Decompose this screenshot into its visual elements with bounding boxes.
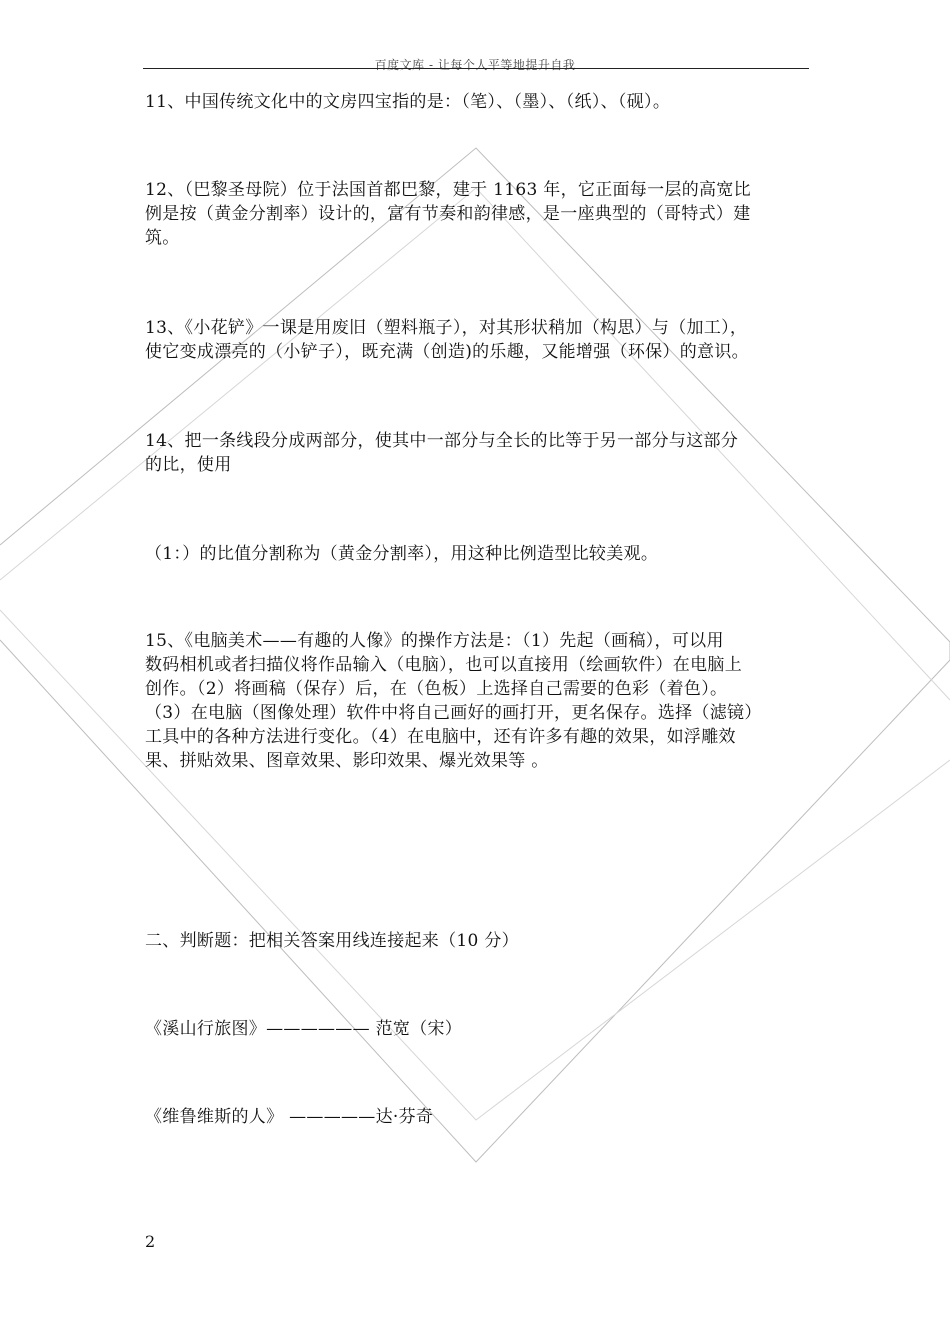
question-14-line: 14、把一条线段分成两部分，使其中一部分与全长的比等于另一部分与这部分 <box>145 431 739 451</box>
page-number: 2 <box>145 1232 156 1251</box>
question-14-continuation <box>145 542 815 566</box>
question-14 <box>145 429 815 477</box>
match-item-1: 《溪山行旅图》—————— 范宽（宋） <box>145 1019 463 1039</box>
question-13-line: 13、《小花铲》一课是用废旧（塑料瓶子），对其形状稍加（构思）与（加工）， <box>145 318 748 338</box>
question-15-line: 果、拼贴效果、图章效果、影印效果、爆光效果等 。 <box>145 751 549 771</box>
section-2-heading: 二、判断题：把相关答案用线连接起来（10 分） <box>145 931 519 951</box>
match-item-2: 《维鲁维斯的人》 —————达·芬奇 <box>145 1107 434 1127</box>
question-15-line: （3）在电脑（图像处理）软件中将自己画好的画打开，更名保存。选择（滤镜） <box>145 703 762 723</box>
question-13-line: 使它变成漂亮的（小铲子），既充满（创造)的乐趣，又能增强（环保）的意识。 <box>145 342 749 362</box>
question-15-line: 15、《电脑美术——有趣的人像》的操作方法是：（1）先起（画稿），可以用 <box>145 631 724 651</box>
header-title: 百度文库 - 让每个人平等地提升自我 <box>374 58 576 72</box>
question-15-line: 工具中的各种方法进行变化。（4）在电脑中，还有许多有趣的效果，如浮雕效 <box>145 727 736 747</box>
question-11 <box>145 90 815 114</box>
question-12-line: 12、（巴黎圣母院）位于法国首都巴黎，建于 1163 年，它正面每一层的高宽比 <box>145 180 751 200</box>
question-11-line: 11、中国传统文化中的文房四宝指的是：（笔）、（墨）、（纸）、（砚）。 <box>145 92 671 112</box>
question-13 <box>145 316 815 364</box>
question-14-line: 的比，使用 <box>145 455 232 475</box>
question-15-line: 创作。（2）将画稿（保存）后，在（色板）上选择自己需要的色彩（着色）。 <box>145 679 728 699</box>
question-15-line: 数码相机或者扫描仪将作品输入（电脑），也可以直接用（绘画软件）在电脑上 <box>145 655 742 675</box>
question-14b-line: （1：）的比值分割称为（黄金分割率），用这种比例造型比较美观。 <box>145 544 659 564</box>
header-divider <box>143 68 809 69</box>
question-15 <box>145 629 815 773</box>
question-12 <box>145 178 815 250</box>
question-12-line: 筑。 <box>145 228 180 248</box>
question-12-line: 例是按（黄金分割率）设计的，富有节奏和韵律感，是一座典型的（哥特式）建 <box>145 204 751 224</box>
